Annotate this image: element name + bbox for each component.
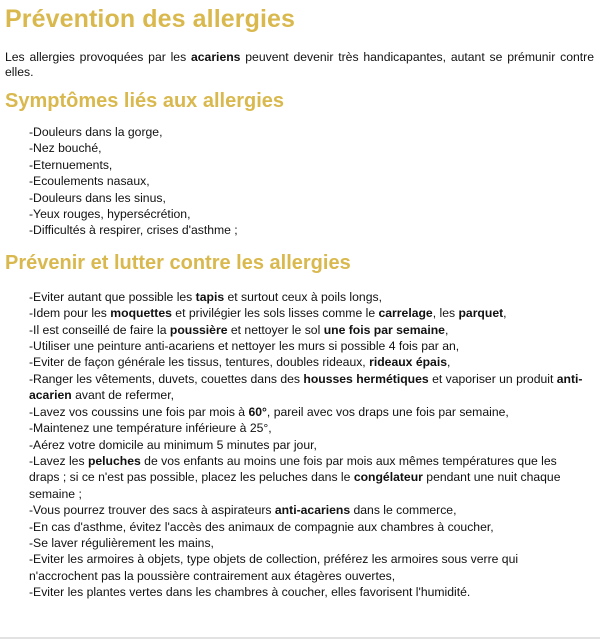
prevention-item — [29, 404, 594, 420]
symptom-item: -Yeux rouges, hypersécrétion, — [29, 207, 191, 222]
item-text: -Eviter de façon générale les tissus, tentures, doubles rideaux, — [29, 355, 370, 370]
item-text: -Utiliser une peinture anti-acariens et nettoyer les murs si possible 4 fois par an, — [29, 339, 460, 354]
prevention-item — [29, 502, 594, 518]
item-text: pendant une nuit chaque semaine ; — [29, 470, 561, 501]
prevention-item — [29, 420, 594, 436]
bold-keyword: rideaux épais — [369, 355, 447, 370]
symptom-item: -Douleurs dans la gorge, — [29, 125, 163, 139]
item-text: -Eviter les plantes vertes dans les chambres à coucher, elles favorisent l'humidité. — [29, 585, 471, 600]
prevention-heading: Prévenir et lutter contre les allergies — [5, 251, 351, 274]
prevention-item — [29, 305, 594, 321]
item-text: , — [444, 322, 449, 337]
item-text: , pareil avec vos draps une fois par semaine, — [266, 404, 509, 419]
bold-keyword: congélateur — [353, 470, 423, 485]
bold-keyword: moquettes — [110, 306, 172, 321]
bold-keyword: peluches — [87, 453, 141, 468]
item-text: et privilégier les sols lisses comme le — [171, 306, 379, 321]
bold-keyword: carrelage — [378, 306, 433, 321]
item-text: -Ranger les vêtements, duvets, couettes dans des — [29, 371, 304, 386]
bold-keyword: une fois par semaine — [323, 322, 445, 337]
symptom-item: -Nez bouché, — [29, 141, 102, 156]
item-text: -Idem pour les — [29, 306, 111, 321]
prevention-item — [29, 551, 594, 584]
item-text: et surtout ceux à poils longs, — [224, 289, 382, 304]
prevention-item — [29, 519, 594, 535]
bold-keyword: tapis — [195, 289, 225, 304]
bold-keyword: poussière — [169, 322, 228, 337]
prevention-item — [29, 289, 594, 305]
prevention-item — [29, 535, 594, 551]
intro-keyword: acariens — [190, 50, 241, 64]
prevention-item — [29, 338, 594, 354]
item-text: , — [503, 306, 507, 321]
bold-keyword: housses hermétiques — [303, 371, 429, 386]
symptom-item: -Difficultés à respirer, crises d'asthme ; — [29, 223, 238, 238]
item-text: -Eviter autant que possible les — [29, 289, 196, 304]
symptom-item: -Eternuements, — [29, 157, 113, 172]
bold-keyword: parquet — [458, 306, 504, 321]
prevention-item — [29, 584, 594, 600]
item-text: -Maintenez une température inférieure à 25°, — [29, 421, 272, 436]
item-text: , — [447, 355, 451, 370]
symptom-item: -Douleurs dans les sinus, — [29, 190, 166, 205]
item-text: -Lavez vos coussins une fois par mois à — [29, 404, 249, 419]
prevention-item — [29, 322, 594, 338]
item-text: -Lavez les — [29, 453, 88, 468]
bold-keyword: 60° — [248, 404, 267, 419]
bold-keyword: anti-acarien — [29, 371, 583, 403]
bold-keyword: anti-acariens — [274, 503, 351, 518]
symptoms-heading: Symptômes liés aux allergies — [5, 90, 285, 112]
symptoms-list — [5, 124, 594, 239]
item-text: -Aérez votre domicile au minimum 5 minutes par jour, — [29, 437, 317, 452]
prevention-item — [29, 371, 594, 404]
page-title: Prévention des allergies — [5, 5, 296, 33]
prevention-list — [5, 289, 594, 601]
intro-text-before: Les allergies provoquées par les — [5, 50, 191, 64]
item-text: -Eviter les armoires à objets, type objets de collection, préférez les armoires sous verre qui n'accrochent pas la poussière contrairement aux étagères ouvertes, — [29, 552, 519, 583]
prevention-item — [29, 354, 594, 370]
item-text: -Il est conseillé de faire la — [29, 322, 170, 337]
item-text: avant de refermer, — [71, 388, 174, 403]
item-text: et nettoyer le sol — [227, 322, 324, 337]
item-text: -Se laver régulièrement les mains, — [29, 535, 214, 550]
intro-paragraph — [5, 50, 594, 80]
intro-text-after: peuvent devenir très handicapantes, autant se prémunir contre elles. — [5, 50, 594, 79]
item-text: , les — [432, 306, 459, 321]
prevention-item — [29, 453, 594, 502]
item-text: -En cas d'asthme, évitez l'accès des animaux de compagnie aux chambres à coucher, — [29, 519, 494, 534]
symptom-item: -Ecoulements nasaux, — [29, 174, 150, 189]
item-text: et vaporiser un produit — [428, 371, 557, 386]
item-text: de vos enfants au moins une fois par mois aux mêmes températures que les draps ; si ce n'est pas possible, placez les peluches dans le — [29, 453, 557, 485]
item-text: dans le commerce, — [350, 503, 457, 518]
item-text: -Vous pourrez trouver des sacs à aspirateurs — [29, 503, 275, 518]
prevention-item — [29, 437, 594, 453]
